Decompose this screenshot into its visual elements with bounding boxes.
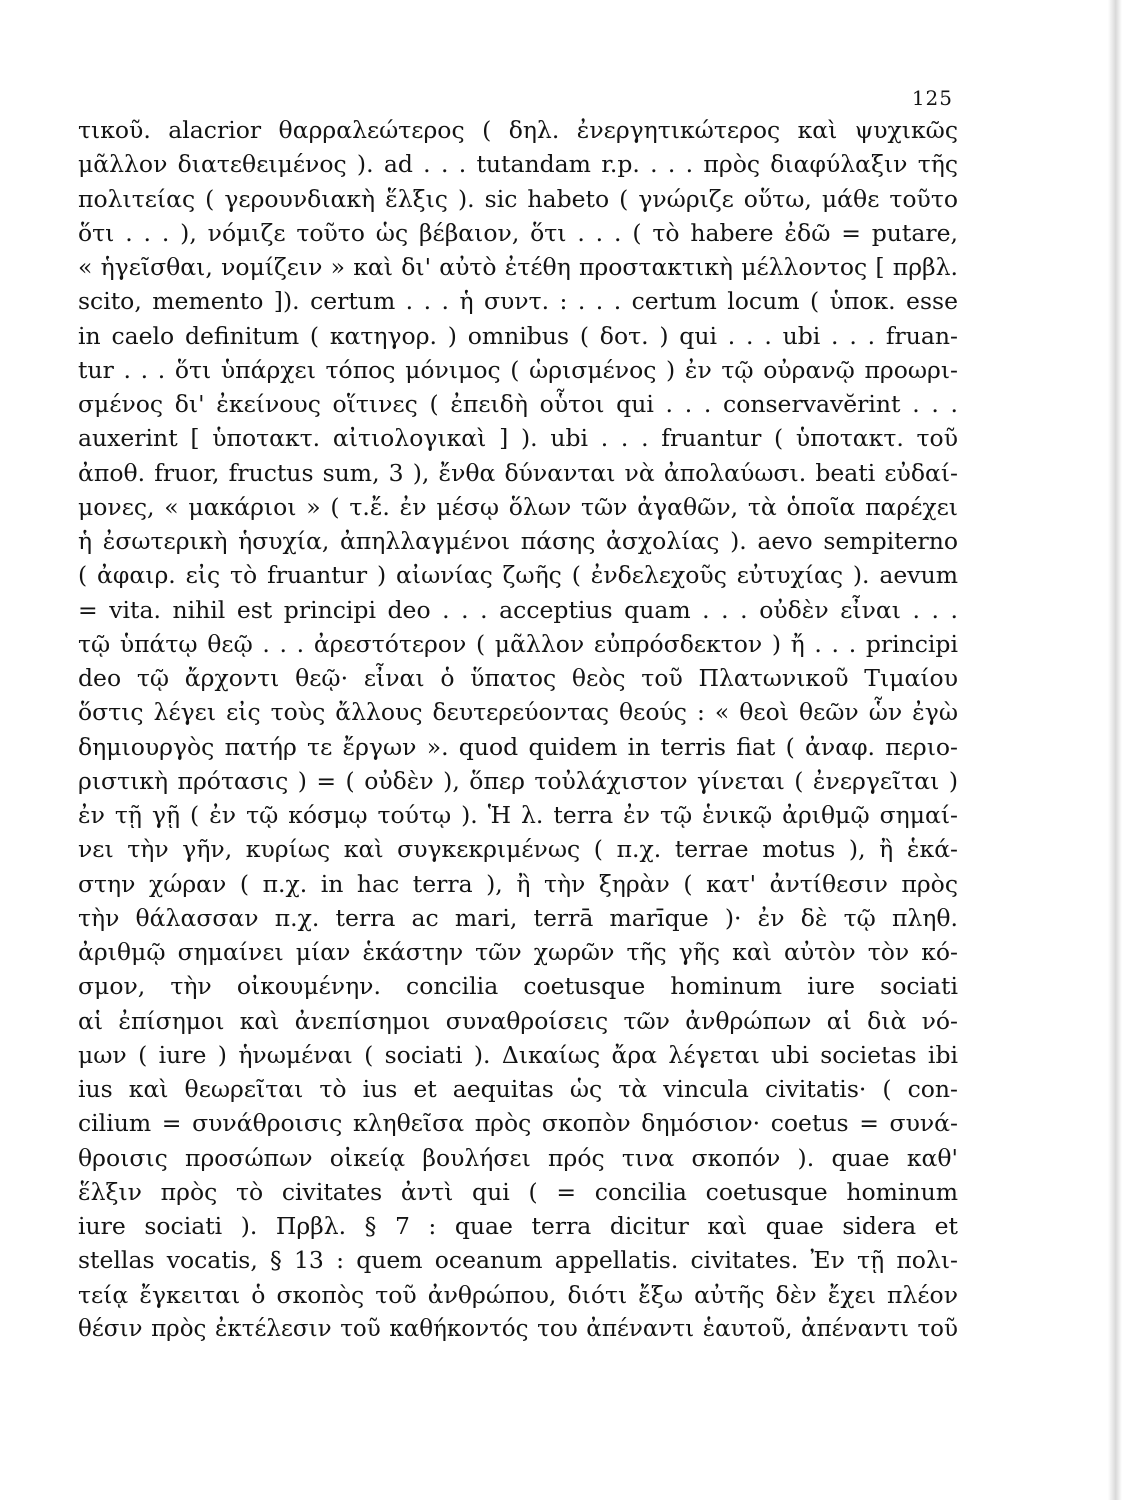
text-line: scito, memento ]). certum . . . ἡ συντ. : . . . certum locum ( ὑποκ. esse — [78, 287, 958, 316]
text-line: τικοῦ. alacrior θαρραλεώτερος ( δηλ. ἐνεργητικώτερος καὶ ψυχικῶς — [78, 116, 958, 144]
text-line: stellas vocatis, § 13 : quem oceanum appellatis. civitates. Ἐν τῇ πολι- — [78, 1246, 958, 1275]
text-line: = vita. nihil est principi deo . . . acceptius quam . . . οὐδὲν εἶναι . . . — [78, 595, 958, 624]
page-edge-shadow — [1108, 0, 1122, 1500]
text-line: σμένος δι' ἐκείνους οἵτινες ( ἐπειδὴ οὗτοι qui . . . conservavĕrint . . . — [78, 390, 958, 418]
page-number: 125 — [911, 86, 953, 110]
text-line: tur . . . ὅτι ὑπάρχει τόπος μόνιμος ( ὡρισμένος ) ἐν τῷ οὐρανῷ προωρι- — [78, 355, 958, 384]
text-line: ὅστις λέγει εἰς τοὺς ἄλλους δευτερεύοντας θεούς : « θεοὶ θεῶν ὧν ἐγὼ — [78, 698, 958, 727]
text-line: ἐν τῇ γῇ ( ἐν τῷ κόσμῳ τούτῳ ). Ἡ λ. terra ἐν τῷ ἑνικῷ ἀριθμῷ σημαί- — [78, 801, 958, 829]
text-line: μων ( iure ) ἡνωμέναι ( sociati ). Δικαίως ἄρα λέγεται ubi societas ibi — [78, 1040, 958, 1069]
text-line: δημιουργὸς πατήρ τε ἔργων ». quod quidem in terris fiat ( ἀναφ. περιο- — [78, 732, 958, 761]
text-line: in caelo definitum ( κατηγορ. ) omnibus ( δοτ. ) qui . . . ubi . . . fruan- — [78, 321, 958, 350]
text-line: πολιτείας ( γερουνδιακὴ ἕλξις ). sic habeto ( γνώριζε οὕτω, μάθε τοῦτο — [78, 184, 958, 213]
text-line: τῷ ὑπάτῳ θεῷ . . . ἀρεστότερον ( μᾶλλον εὐπρόσδεκτον ) ἤ . . . principi — [78, 629, 958, 658]
text-line: ( ἀφαιρ. εἰς τὸ fruantur ) αἰωνίας ζωῆς ( ἐνδελεχοῦς εὐτυχίας ). aevum — [78, 561, 958, 590]
commentary-text-block — [78, 113, 958, 1346]
text-line: ἕλξιν πρὸς τὸ civitates ἀντὶ qui ( = concilia coetusque hominum — [78, 1177, 958, 1206]
text-line: μονες, « μακάριοι » ( τ.ἔ. ἐν μέσῳ ὅλων τῶν ἀγαθῶν, τὰ ὁποῖα παρέχει — [78, 492, 958, 521]
text-line: αἱ ἐπίσημοι καὶ ἀνεπίσημοι συναθροίσεις τῶν ἀνθρώπων αἱ διὰ νό- — [78, 1006, 958, 1035]
text-line: νει τὴν γῆν, κυρίως καὶ συγκεκριμένως ( π.χ. terrae motus ), ἢ ἑκά- — [78, 835, 958, 864]
text-line: auxerint [ ὑποτακτ. αἰτιολογικαὶ ] ). ubi . . . fruantur ( ὑποτακτ. τοῦ — [78, 424, 958, 453]
text-line: θροισις προσώπων οἰκείᾳ βουλήσει πρός τινα σκοπόν ). quae καθ' — [78, 1143, 958, 1172]
text-line: ἀποθ. fruor, fructus sum, 3 ), ἔνθα δύνανται νὰ ἀπολαύωσι. beati εὐδαί- — [78, 458, 958, 487]
text-line: τείᾳ ἔγκειται ὁ σκοπὸς τοῦ ἀνθρώπου, διότι ἔξω αὐτῆς δὲν ἔχει πλέον — [78, 1280, 958, 1309]
text-line: ἡ ἐσωτερικὴ ἡσυχία, ἀπηλλαγμένοι πάσης ἀσχολίας ). aevo sempiterno — [78, 527, 958, 555]
text-line: στην χώραν ( π.χ. in hac terra ), ἢ τὴν ξηρὰν ( κατ' ἀντίθεσιν πρὸς — [78, 869, 958, 898]
text-line: deo τῷ ἄρχοντι θεῷ· εἶναι ὁ ὕπατος θεὸς τοῦ Πλατωνικοῦ Τιμαίου — [78, 664, 958, 692]
text-line: σμον, τὴν οἰκουμένην. concilia coetusque hominum iure sociati — [78, 972, 958, 1001]
text-line: « ἡγεῖσθαι, νομίζειν » καὶ δι' αὐτὸ ἐτέθη προστακτικὴ μέλλοντος [ πρβλ. — [78, 253, 958, 281]
text-line: cilium = συνάθροισις κληθεῖσα πρὸς σκοπὸν δημόσιον· coetus = συνά- — [78, 1109, 958, 1138]
text-line: ὅτι . . . ), νόμιζε τοῦτο ὡς βέβαιον, ὅτι . . . ( τὸ habere ἐδῶ = putare, — [78, 218, 958, 247]
text-line: μᾶλλον διατεθειμένος ). ad . . . tutandam r.p. . . . πρὸς διαφύλαξιν τῆς — [78, 150, 958, 179]
text-line: τὴν θάλασσαν π.χ. terra ac mari, terrā marīque )· ἐν δὲ τῷ πληθ. — [78, 903, 958, 932]
text-line: ριστικὴ πρότασις ) = ( οὐδὲν ), ὅπερ τοὐλάχιστον γίνεται ( ἐνεργεῖται ) — [78, 766, 958, 795]
text-line: θέσιν πρὸς ἐκτέλεσιν τοῦ καθήκοντός του ἀπέναντι ἑαυτοῦ, ἀπέναντι τοῦ — [78, 1315, 958, 1342]
text-line: ius καὶ θεωρεῖται τὸ ius et aequitas ὡς τὰ vincula civitatis· ( con- — [78, 1075, 958, 1103]
text-line: ἀριθμῷ σημαίνει μίαν ἑκάστην τῶν χωρῶν τῆς γῆς καὶ αὐτὸν τὸν κό- — [78, 938, 958, 966]
text-line: iure sociati ). Πρβλ. § 7 : quae terra dicitur καὶ quae sidera et — [78, 1212, 958, 1240]
